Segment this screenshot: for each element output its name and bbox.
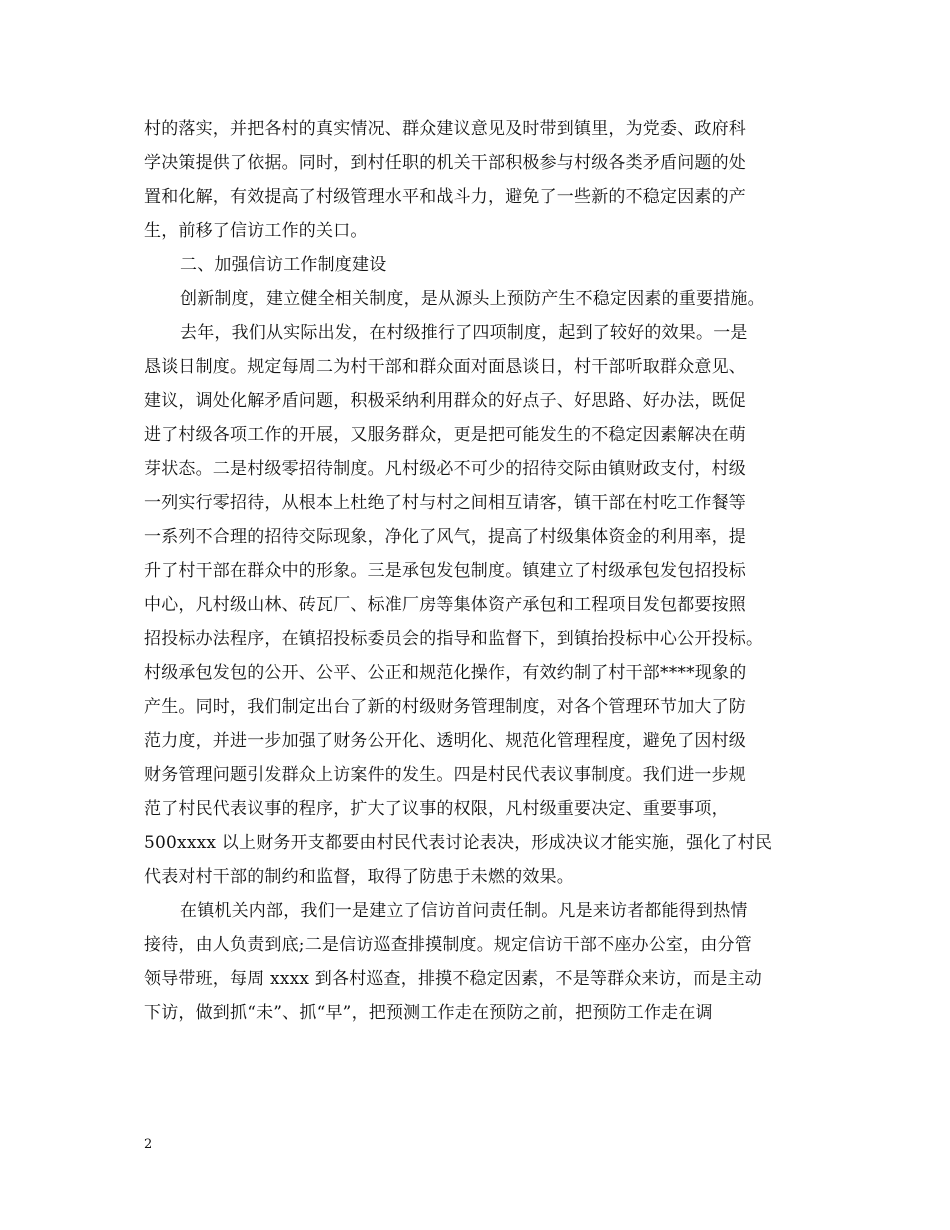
text-line: 进了村级各项工作的开展，又服务群众，更是把可能发生的不稳定因素解决在萌 <box>144 425 746 445</box>
text-line: 500xxxx 以上财务开支都要由村民代表讨论表决，形成决议才能实施，强化了村民 <box>144 833 773 853</box>
text-line: 中心，凡村级山林、砖瓦厂、标准厂房等集体资产承包和工程项目发包都要按照 <box>144 595 746 615</box>
text-line: 一系列不合理的招待交际现象，净化了风气，提高了村级集体资金的利用率，提 <box>144 527 746 547</box>
text-line: 二、加强信访工作制度建设 <box>180 255 387 275</box>
text-line: 村级承包发包的公开、公平、公正和规范化操作，有效约制了村干部****现象的 <box>144 663 747 683</box>
text-line: 一列实行零招待，从根本上杜绝了村与村之间相互请客，镇干部在村吃工作餐等 <box>144 493 746 513</box>
text-line: 升了村干部在群众中的形象。三是承包发包制度。镇建立了村级承包发包招投标 <box>144 561 746 581</box>
text-line: 芽状态。二是村级零招待制度。凡村级必不可少的招待交际由镇财政支付，村级 <box>144 459 746 479</box>
text-line: 范力度，并进一步加强了财务公开化、透明化、规范化管理程度，避免了因村级 <box>144 731 746 751</box>
text-line: 领导带班，每周 xxxx 到各村巡查，排摸不稳定因素，不是等群众来访，而是主动 <box>144 969 762 989</box>
text-line: 产生。同时，我们制定出台了新的村级财务管理制度，对各个管理环节加大了防 <box>144 697 746 717</box>
text-line: 建议，调处化解矛盾问题，积极采纳利用群众的好点子、好思路、好办法，既促 <box>144 391 746 411</box>
text-line: 代表对村干部的制约和监督，取得了防患于未燃的效果。 <box>144 867 574 887</box>
text-line: 接待，由人负责到底;二是信访巡查排摸制度。规定信访干部不座办公室，由分管 <box>144 935 752 955</box>
text-line: 创新制度，建立健全相关制度，是从源头上预防产生不稳定因素的重要措施。 <box>180 289 765 309</box>
text-line: 招投标办法程序，在镇招投标委员会的指导和监督下，到镇抬投标中心公开投标。 <box>144 629 764 649</box>
page-number: 2 <box>144 1137 153 1152</box>
text-line: 下访，做到抓“未”、抓“早”，把预测工作走在预防之前，把预防工作走在调 <box>144 1003 713 1023</box>
text-line: 学决策提供了依据。同时，到村任职的机关干部积极参与村级各类矛盾问题的处 <box>144 153 746 173</box>
text-line: 范了村民代表议事的程序，扩大了议事的权限，凡村级重要决定、重要事项， <box>144 799 729 819</box>
text-line: 生，前移了信访工作的关口。 <box>144 221 368 241</box>
body-text <box>144 112 808 1030</box>
text-line: 置和化解，有效提高了村级管理水平和战斗力，避免了一些新的不稳定因素的产 <box>144 187 746 207</box>
text-line: 去年，我们从实际出发，在村级推行了四项制度，起到了较好的效果。一是 <box>180 323 748 343</box>
text-line: 恳谈日制度。规定每周二为村干部和群众面对面恳谈日，村干部听取群众意见、 <box>144 357 746 377</box>
text-line: 村的落实，并把各村的真实情况、群众建议意见及时带到镇里，为党委、政府科 <box>144 119 746 139</box>
text-line: 财务管理问题引发群众上访案件的发生。四是村民代表议事制度。我们进一步规 <box>144 765 746 785</box>
text-line: 在镇机关内部，我们一是建立了信访首问责任制。凡是来访者都能得到热情 <box>180 901 748 921</box>
